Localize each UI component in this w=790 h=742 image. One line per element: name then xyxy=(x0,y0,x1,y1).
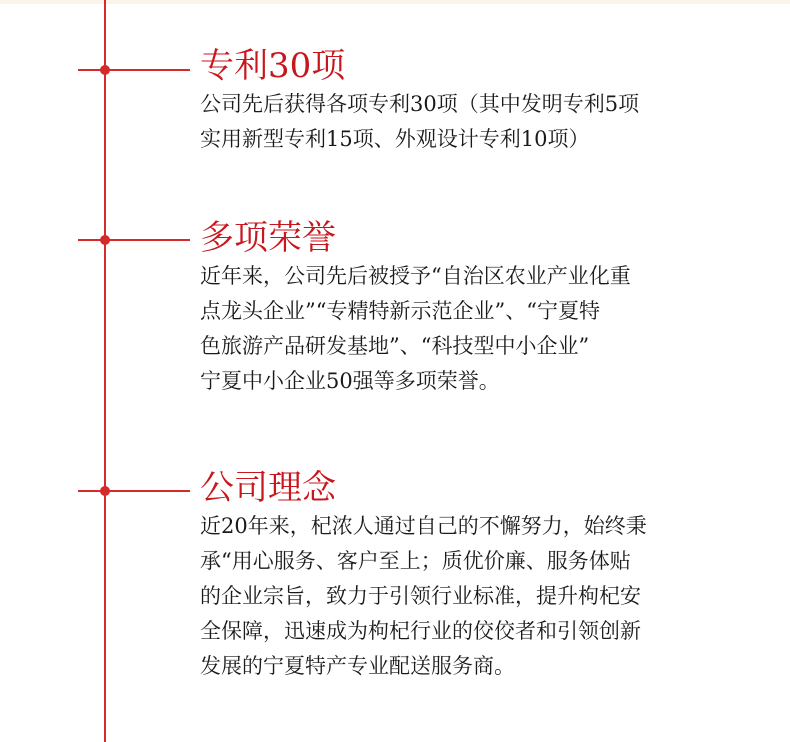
body-line: 的企业宗旨，致力于引领行业标准，提升枸杞安 xyxy=(200,584,641,608)
body-line: 近20年来，杞浓人通过自己的不懈努力，始终秉 xyxy=(200,514,647,538)
timeline-connector xyxy=(78,490,190,492)
body-line: 点龙头企业”“专精特新示范企业”、“宁夏特 xyxy=(200,299,600,323)
section-body xyxy=(200,262,740,395)
section-body xyxy=(200,512,740,680)
timeline-node-patents xyxy=(78,65,190,75)
timeline-line xyxy=(104,0,106,742)
timeline-connector xyxy=(78,69,190,71)
body-line: 承“用心服务、客户至上；质优价廉、服务体贴 xyxy=(200,549,631,573)
timeline-connector xyxy=(78,239,190,241)
top-strip xyxy=(0,0,790,4)
section-title: 多项荣誉 xyxy=(200,218,336,258)
body-line: 公司先后获得各项专利30项（其中发明专利5项 xyxy=(200,92,640,116)
timeline-node-philosophy xyxy=(78,486,190,496)
body-line: 实用新型专利15项、外观设计专利10项） xyxy=(200,127,590,151)
section-patents xyxy=(200,44,740,153)
section-title: 专利30项 xyxy=(200,46,346,86)
section-body xyxy=(200,90,740,153)
timeline-node-honors xyxy=(78,235,190,245)
section-title: 公司理念 xyxy=(200,468,336,508)
timeline-dot xyxy=(100,235,110,245)
body-line: 全保障，迅速成为枸杞行业的佼佼者和引领创新 xyxy=(200,619,641,643)
timeline-dot xyxy=(100,486,110,496)
timeline-dot xyxy=(100,65,110,75)
body-line: 发展的宁夏特产专业配送服务商。 xyxy=(200,654,515,678)
section-philosophy xyxy=(200,466,740,680)
body-line: 近年来，公司先后被授予“自治区农业产业化重 xyxy=(200,264,631,288)
section-honors xyxy=(200,216,740,395)
body-line: 色旅游产品研发基地”、“科技型中小企业” xyxy=(200,334,590,358)
body-line: 宁夏中小企业50强等多项荣誉。 xyxy=(200,369,500,393)
